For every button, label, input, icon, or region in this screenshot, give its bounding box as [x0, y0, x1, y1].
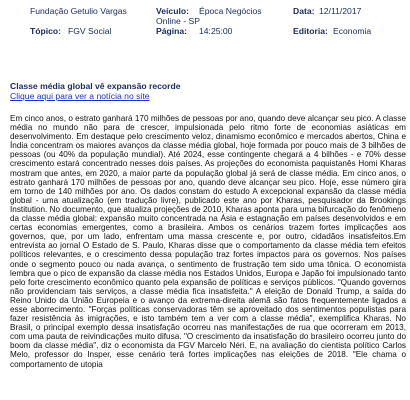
section-value: Economia — [333, 26, 372, 36]
article-body: Em cinco anos, o estrato ganhará 170 milhões de pessoas por ano, quando deve alcançar seu pico. A classe média no mundo não para de crescer, impulsionada pelo ritmo forte de economias asiáticas em desenvolvimento. Em destaque pelo crescimento veloz, dinamismo econômico e mercados abertos, China e Índia concentram os maiores avanços da classe média global, hoje formada por pouco mais de 3 bilhões de pessoas (ou 40% da população mundial). Até 2024, esse contingente chegará a 4 bilhões - e 70% desse crescimento estará concentrado nesses dois países. As projeções do economista paquistanês Homi Kharas mostram que antes, em 2020, a maior parte da população global já será de classe média. Em cinco anos, o estrato ganhará 170 milhões de pessoas por ano, quando deve alcançar seu pico. Hoje, esse número gira em torno de 140 milhões por ano. Os dados constam do estudo A excepcional expansão da classe média global - uma atualização (em tradução livre), publicado este ano por Kharas, pesquisador da Brookings Institution. No documento, que atualiza projeções de 2010, Kharas aponta para uma bifurcação do fenômeno da classe média global: expansão muito concentrada na Ásia e estagnação em países desenvolvidos e em certas economias emergentes, como a brasileira. Ambos os cenários trazem fortes implicações aos governos, que, por um lado, enfrentam uma massa crescente e, por outro, cidadãos insatisfeitos.Em entrevista ao jornal O Estado de S. Paulo, Kharas disse que o comportamento da classe média tem efeitos políticos relevantes, e o crescimento dessa população traz fortes impactos para os governos. Nos países onde o segmento pouco ou nada avança, o sentimento de frustração tem sido uma tônica. O economista lembra que o pico de expansão da classe média nos Estados Unidos, Europa e Japão foi impulsionado tanto pelo forte crescimento econômico quanto pela expansão de políticas e serviços públicos. "Quando governos não providenciam tais serviços, a classe média fica insatisfeita." A eleição de Donald Trump, a saída do Reino Unido da União Europeia e o avanço da extrema-direita alemã são fatos frequentemente ligados a esse aborrecimento. "Forças políticas conservadoras têm se aproveitado dos sentimentos populistas para fazer resistência às imigrações, e isto também tem a ver com a classe média", exemplifica Kharas. No Brasil, o principal exemplo dessa insatisfação ocorreu nas manifestações de rua que ocorreram em 2013, com uma pauta de reivindicações muito difusa. "O crescimento da insatisfação do brasileiro ocorreu junto do boom da classe média", diz o economista da FGV Marcelo Néri. E, na avaliação do cientista político Carlos Melo, professor do Insper, esse cenário terá fortes implicações nas eleições de 2018. "Ele chama o comportamento de utopia — [10, 114, 406, 369]
page-label: Página: — [156, 26, 188, 36]
topic-label: Tópico: — [30, 26, 62, 36]
vehicle-value-line2: Online - SP — [156, 16, 200, 26]
date-label: Data: — [293, 6, 315, 16]
vehicle-value: Época Negócios — [199, 6, 262, 16]
clipping-metadata — [0, 0, 410, 40]
page-value: 14:25:00 — [199, 26, 233, 36]
date-value: 12/11/2017 — [319, 6, 362, 16]
topic-value: FGV Social — [68, 26, 112, 36]
source-value: Fundação Getulio Vargas — [30, 6, 127, 16]
metadata-row-2 — [0, 26, 410, 39]
section-label: Editoria: — [293, 26, 328, 36]
view-on-site-link[interactable]: Clique aqui para ver a notícia no site — [10, 91, 150, 101]
article-headline: Classe média global vê expansão recorde — [10, 81, 181, 91]
vehicle-label: Veículo: — [156, 6, 189, 16]
metadata-row-1 — [0, 6, 410, 26]
